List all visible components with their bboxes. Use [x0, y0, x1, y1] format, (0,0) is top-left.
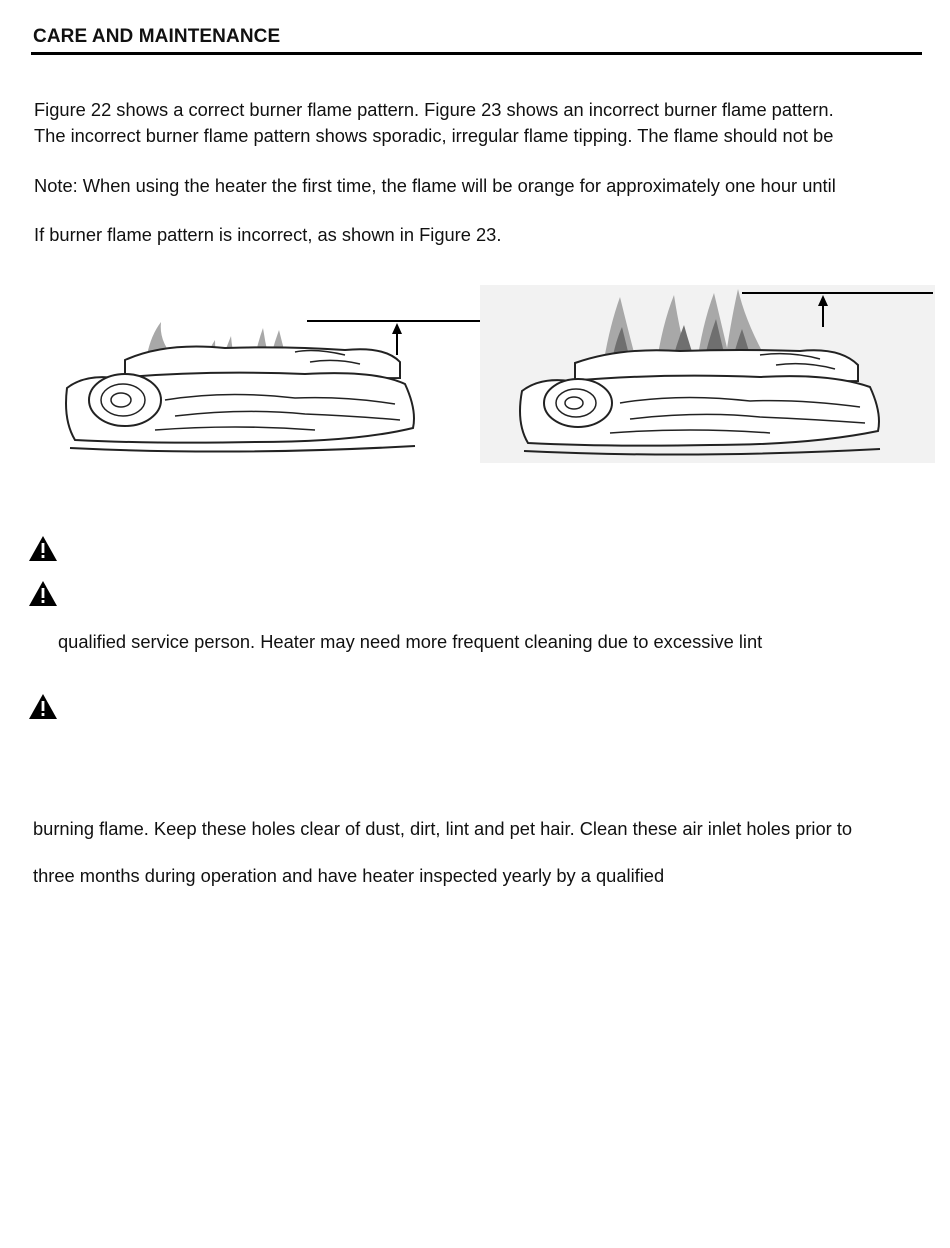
title-divider	[31, 52, 922, 55]
incorrect-flame-logs-illustration	[480, 285, 935, 463]
paragraph-line: The incorrect burner flame pattern shows sporadic, irregular flame tipping. The flame should not be	[34, 125, 834, 146]
instruction-text: If burner flame pattern is incorrect, as shown in Figure 23.	[34, 224, 502, 245]
note-text: Note: When using the heater the first time, the flame will be orange for approximately one hour until	[34, 175, 836, 196]
warning-triangle-icon	[28, 693, 58, 721]
page-title: CARE AND MAINTENANCE	[33, 26, 281, 47]
paragraph-line: Figure 22 shows a correct burner flame pattern. Figure 23 shows an incorrect burner flame pattern.	[34, 99, 834, 120]
paragraph-line: three months during operation and have heater inspected yearly by a qualified	[33, 865, 665, 886]
paragraph-line: burning flame. Keep these holes clear of dust, dirt, lint and pet hair. Clean these air inlet holes prior to	[33, 818, 853, 839]
warning-triangle-icon	[28, 580, 58, 608]
warning-text: qualified service person. Heater may need more frequent cleaning due to excessive lint	[58, 631, 763, 652]
warning-triangle-icon	[28, 535, 58, 563]
correct-flame-logs-illustration	[55, 300, 515, 460]
